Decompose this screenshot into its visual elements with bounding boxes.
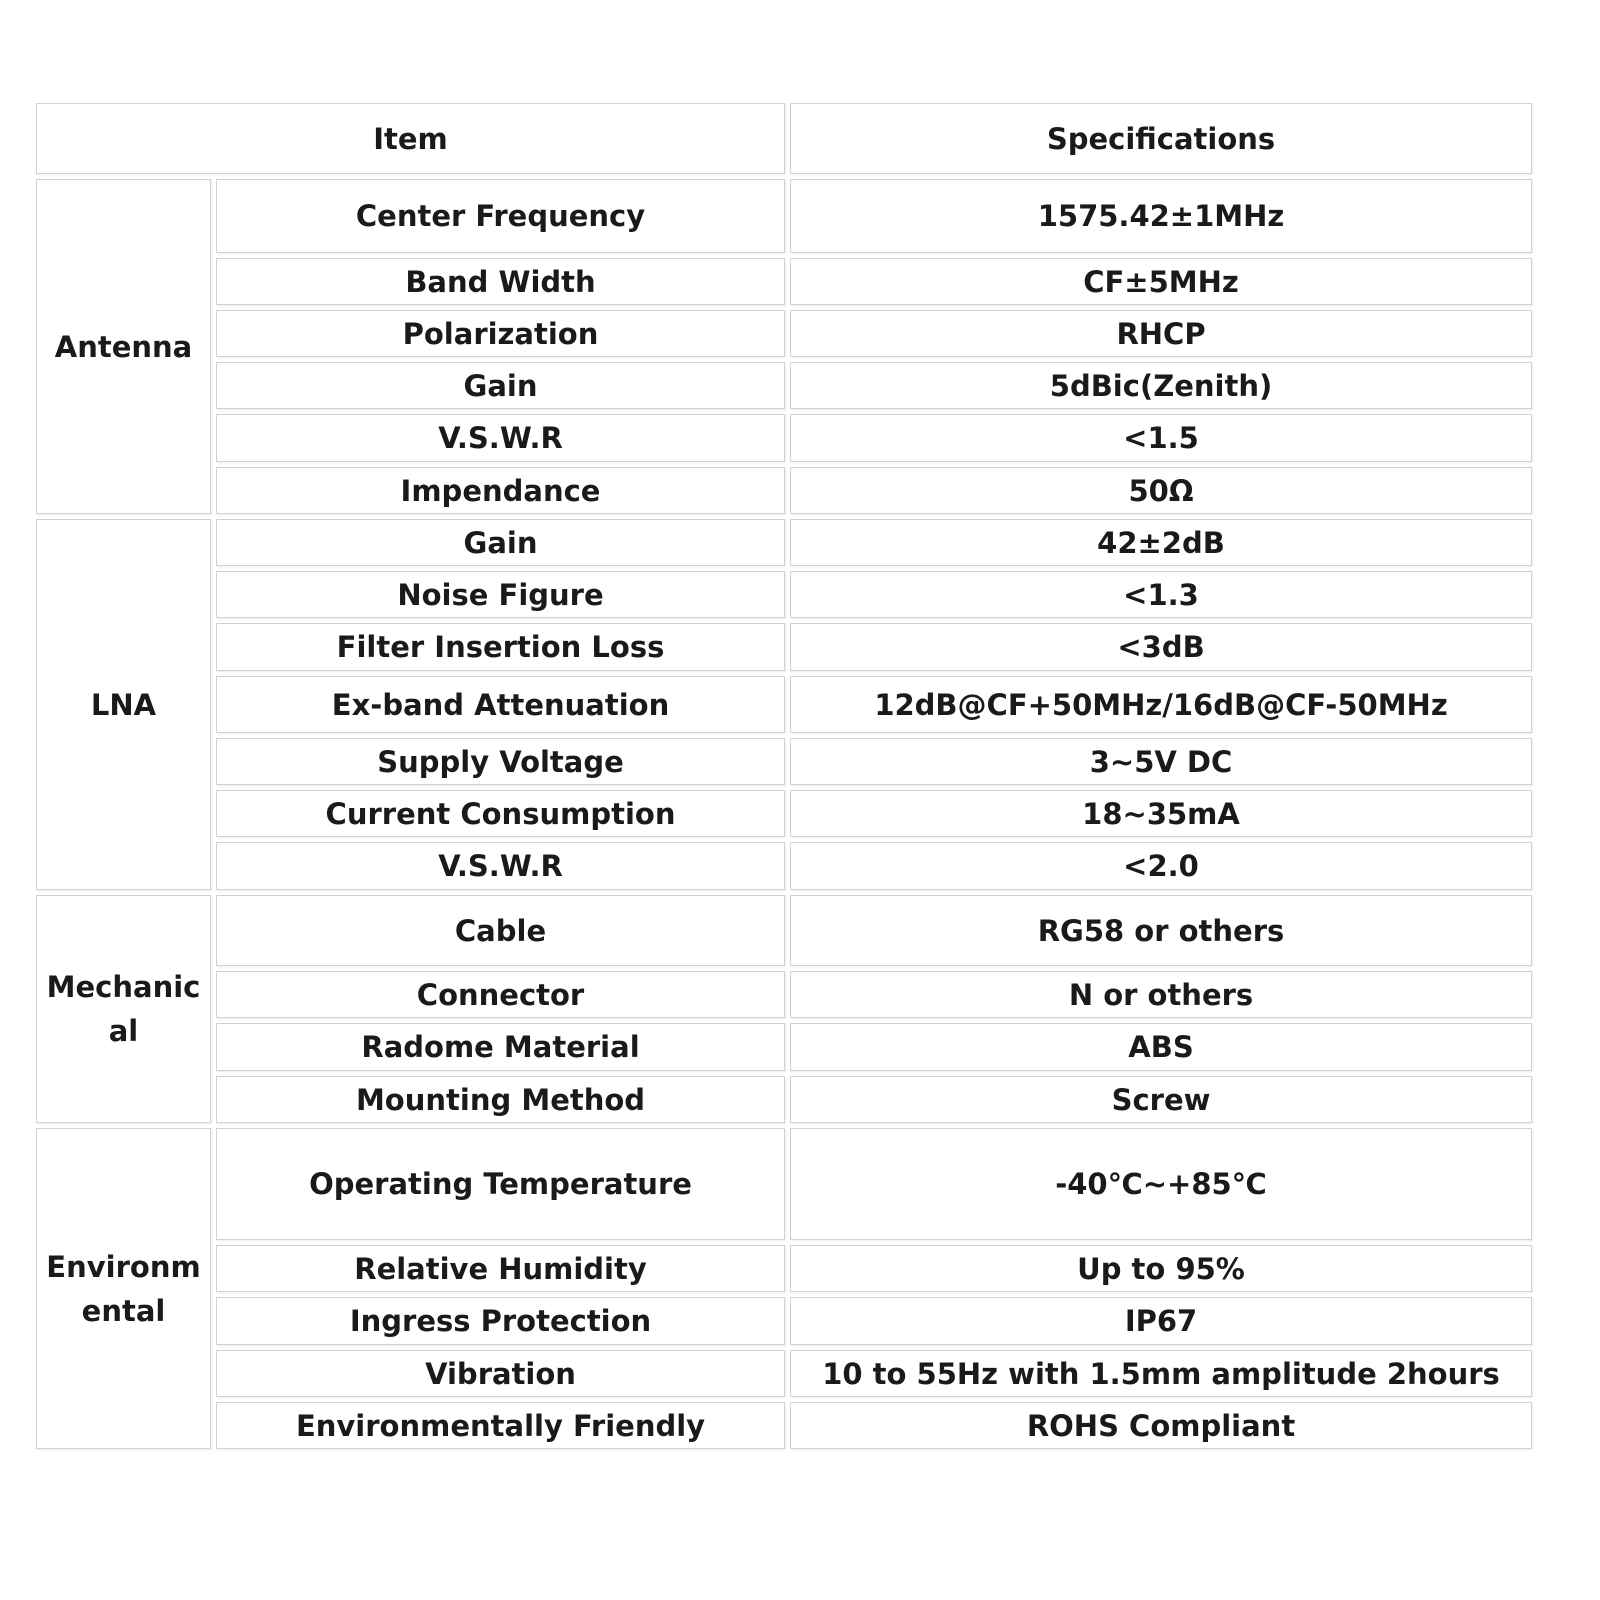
item-cell: Noise Figure bbox=[216, 571, 785, 618]
spec-cell: IP67 bbox=[790, 1297, 1532, 1345]
spec-cell: 5dBic(Zenith) bbox=[790, 362, 1532, 409]
group-label: Antenna bbox=[36, 179, 211, 514]
table-row bbox=[36, 623, 1532, 671]
table-row bbox=[36, 1128, 1532, 1240]
item-cell: Current Consumption bbox=[216, 790, 785, 837]
table-row bbox=[36, 1023, 1532, 1071]
item-cell: Impendance bbox=[216, 467, 785, 514]
item-cell: Filter Insertion Loss bbox=[216, 623, 785, 671]
table-row bbox=[36, 258, 1532, 305]
table-row bbox=[36, 1076, 1532, 1123]
item-cell: Connector bbox=[216, 971, 785, 1018]
item-cell: Polarization bbox=[216, 310, 785, 357]
spec-cell: 10 to 55Hz with 1.5mm amplitude 2hours bbox=[790, 1350, 1532, 1397]
table-row bbox=[36, 467, 1532, 514]
table-row bbox=[36, 1245, 1532, 1292]
spec-cell: CF±5MHz bbox=[790, 258, 1532, 305]
spec-cell: RHCP bbox=[790, 310, 1532, 357]
item-cell: V.S.W.R bbox=[216, 842, 785, 890]
table-row bbox=[36, 895, 1532, 966]
table-row bbox=[36, 971, 1532, 1018]
group-label: Environmental bbox=[36, 1128, 211, 1449]
spec-cell: 3~5V DC bbox=[790, 738, 1532, 785]
header-row bbox=[36, 103, 1532, 174]
item-cell: Environmentally Friendly bbox=[216, 1402, 785, 1449]
spec-table bbox=[31, 98, 1537, 1454]
table-row bbox=[36, 362, 1532, 409]
item-cell: Mounting Method bbox=[216, 1076, 785, 1123]
spec-cell: 12dB@CF+50MHz/16dB@CF-50MHz bbox=[790, 676, 1532, 733]
item-cell: Ex-band Attenuation bbox=[216, 676, 785, 733]
spec-cell: RG58 or others bbox=[790, 895, 1532, 966]
item-cell: Radome Material bbox=[216, 1023, 785, 1071]
group-label: LNA bbox=[36, 519, 211, 890]
table-row bbox=[36, 1350, 1532, 1397]
item-cell: Relative Humidity bbox=[216, 1245, 785, 1292]
table-row bbox=[36, 676, 1532, 733]
item-cell: Supply Voltage bbox=[216, 738, 785, 785]
spec-cell: 1575.42±1MHz bbox=[790, 179, 1532, 253]
item-cell: V.S.W.R bbox=[216, 414, 785, 462]
spec-cell: 42±2dB bbox=[790, 519, 1532, 566]
item-cell: Center Frequency bbox=[216, 179, 785, 253]
spec-cell: -40℃~+85℃ bbox=[790, 1128, 1532, 1240]
table-row bbox=[36, 842, 1532, 890]
table-row bbox=[36, 519, 1532, 566]
item-cell: Vibration bbox=[216, 1350, 785, 1397]
item-cell: Ingress Protection bbox=[216, 1297, 785, 1345]
table-row bbox=[36, 310, 1532, 357]
spec-cell: <3dB bbox=[790, 623, 1532, 671]
table-row bbox=[36, 1297, 1532, 1345]
spec-cell: <1.3 bbox=[790, 571, 1532, 618]
table-row bbox=[36, 1402, 1532, 1449]
spec-cell: <1.5 bbox=[790, 414, 1532, 462]
spec-cell: 50Ω bbox=[790, 467, 1532, 514]
table-row bbox=[36, 738, 1532, 785]
spec-cell: 18~35mA bbox=[790, 790, 1532, 837]
group-label: Mechanical bbox=[36, 895, 211, 1123]
item-cell: Band Width bbox=[216, 258, 785, 305]
table-row bbox=[36, 790, 1532, 837]
table-row bbox=[36, 571, 1532, 618]
spec-table-body bbox=[36, 103, 1532, 1449]
item-cell: Gain bbox=[216, 519, 785, 566]
spec-cell: ROHS Compliant bbox=[790, 1402, 1532, 1449]
spec-cell: Screw bbox=[790, 1076, 1532, 1123]
table-row bbox=[36, 179, 1532, 253]
spec-cell: N or others bbox=[790, 971, 1532, 1018]
header-item: Item bbox=[36, 103, 785, 174]
table-row bbox=[36, 414, 1532, 462]
spec-cell: Up to 95% bbox=[790, 1245, 1532, 1292]
item-cell: Gain bbox=[216, 362, 785, 409]
item-cell: Cable bbox=[216, 895, 785, 966]
spec-cell: <2.0 bbox=[790, 842, 1532, 890]
spec-cell: ABS bbox=[790, 1023, 1532, 1071]
item-cell: Operating Temperature bbox=[216, 1128, 785, 1240]
header-specifications: Specifications bbox=[790, 103, 1532, 174]
